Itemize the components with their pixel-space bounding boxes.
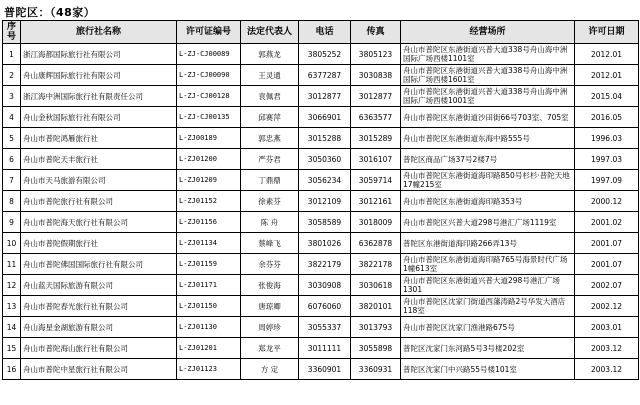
cell-date: 1996.03 (575, 128, 639, 149)
table-row (3, 170, 639, 191)
cell-name: 舟山海星金湖旅游有限公司 (21, 317, 177, 338)
cell-name: 舟山市普陀天丰旅行社 (21, 149, 177, 170)
cell-date: 2003.12 (575, 359, 639, 380)
cell-date: 2001.02 (575, 212, 639, 233)
col-header-tel: 电话 (299, 21, 351, 44)
cell-date: 2015.04 (575, 86, 639, 107)
table-row (3, 275, 639, 296)
cell-fax: 3055898 (351, 338, 401, 359)
cell-index: 11 (3, 254, 21, 275)
cell-fax: 3018009 (351, 212, 401, 233)
cell-license: L-ZJ-CJ00090 (177, 65, 241, 86)
cell-name: 舟山康辉国际旅行社有限公司 (21, 65, 177, 86)
cell-license: L-ZJ01159 (177, 254, 241, 275)
cell-license: L-ZJ01152 (177, 191, 241, 212)
cell-tel: 3066901 (299, 107, 351, 128)
cell-date: 2012.01 (575, 44, 639, 65)
cell-fax: 3016107 (351, 149, 401, 170)
cell-license: L-ZJ00189 (177, 128, 241, 149)
cell-tel: 3055337 (299, 317, 351, 338)
cell-address: 舟山市普陀区东港街道兴普大道338号舟山海中洲国际广场西楼1601室 (401, 65, 575, 86)
cell-address: 舟山市普陀区东港街道海印路850号杉杉·普陀天地17幢215室 (401, 170, 575, 191)
cell-rep: 陈 舟 (241, 212, 299, 233)
table-row (3, 44, 639, 65)
table-row (3, 65, 639, 86)
cell-address: 舟山市普陀区沈家门街道西藩涛路2号华发大酒店118室 (401, 296, 575, 317)
cell-license: L-ZJ01134 (177, 233, 241, 254)
cell-rep: 郑龙平 (241, 338, 299, 359)
cell-license: L-ZJ01201 (177, 338, 241, 359)
cell-address: 普陀区沈家门中兴路55号楼101室 (401, 359, 575, 380)
cell-index: 10 (3, 233, 21, 254)
col-header-fax: 传真 (351, 21, 401, 44)
cell-date: 2001.07 (575, 254, 639, 275)
cell-name: 舟山市普陀佛国国际旅行社有限公司 (21, 254, 177, 275)
cell-date: 1997.03 (575, 149, 639, 170)
cell-fax: 3013793 (351, 317, 401, 338)
cell-tel: 3012109 (299, 191, 351, 212)
cell-address: 舟山市普陀区东港街道海印路353号 (401, 191, 575, 212)
cell-rep: 王灵通 (241, 65, 299, 86)
cell-name: 舟山市普陀海天旅行社有限公司 (21, 212, 177, 233)
cell-address: 舟山市普陀区沈家门渔港路675号 (401, 317, 575, 338)
cell-tel: 3360901 (299, 359, 351, 380)
cell-name: 浙江海都国际旅行社有限公司 (21, 44, 177, 65)
cell-name: 舟山市普陀假期旅行社 (21, 233, 177, 254)
cell-fax: 6363577 (351, 107, 401, 128)
cell-index: 5 (3, 128, 21, 149)
cell-rep: 蔡峰飞 (241, 233, 299, 254)
cell-rep: 丁鼎鼎 (241, 170, 299, 191)
col-header-rep: 法定代表人 (241, 21, 299, 44)
section-heading: 普陀区：（48家） (4, 6, 96, 19)
cell-index: 3 (3, 86, 21, 107)
cell-index: 12 (3, 275, 21, 296)
cell-tel: 3801026 (299, 233, 351, 254)
cell-rep: 邱赛萍 (241, 107, 299, 128)
cell-name: 舟山市普陀旅行社有限公司 (21, 191, 177, 212)
cell-rep: 唐琼卿 (241, 296, 299, 317)
cell-tel: 3056234 (299, 170, 351, 191)
cell-rep: 周婷珍 (241, 317, 299, 338)
cell-index: 15 (3, 338, 21, 359)
cell-tel: 3805252 (299, 44, 351, 65)
cell-license: L-ZJ-CJ00089 (177, 44, 241, 65)
cell-address: 普陀区东港街道海印路266弄13号 (401, 233, 575, 254)
cell-tel: 6377287 (299, 65, 351, 86)
cell-date: 2003.12 (575, 338, 639, 359)
cell-date: 2002.07 (575, 275, 639, 296)
table-row (3, 149, 639, 170)
cell-fax: 3805123 (351, 44, 401, 65)
table-row (3, 107, 639, 128)
cell-date: 2002.12 (575, 296, 639, 317)
cell-address: 舟山市普陀区东港街道兴普大道338号舟山海中洲国际广场西楼1001室 (401, 86, 575, 107)
cell-fax: 3360931 (351, 359, 401, 380)
cell-rep: 郭燕龙 (241, 44, 299, 65)
col-header-index: 序号 (3, 21, 21, 44)
table-row (3, 359, 639, 380)
cell-index: 14 (3, 317, 21, 338)
col-header-address: 经营场所 (401, 21, 575, 44)
cell-index: 9 (3, 212, 21, 233)
cell-index: 8 (3, 191, 21, 212)
cell-license: L-ZJ01150 (177, 296, 241, 317)
cell-fax: 3820101 (351, 296, 401, 317)
cell-license: L-ZJ01200 (177, 149, 241, 170)
cell-rep: 严芬君 (241, 149, 299, 170)
cell-name: 舟山市普陀中星旅行社有限公司 (21, 359, 177, 380)
table-row (3, 128, 639, 149)
cell-license: L-ZJ01171 (177, 275, 241, 296)
cell-fax: 3012877 (351, 86, 401, 107)
col-header-license: 许可证编号 (177, 21, 241, 44)
cell-license: L-ZJ-CJ00135 (177, 107, 241, 128)
cell-index: 1 (3, 44, 21, 65)
cell-license: L-ZJ01130 (177, 317, 241, 338)
cell-address: 舟山市普陀区东港街道东海中路555号 (401, 128, 575, 149)
cell-date: 2003.01 (575, 317, 639, 338)
cell-index: 13 (3, 296, 21, 317)
cell-rep: 余芬芬 (241, 254, 299, 275)
cell-fax: 3030838 (351, 65, 401, 86)
table-row (3, 317, 639, 338)
cell-index: 16 (3, 359, 21, 380)
cell-rep: 徐素芬 (241, 191, 299, 212)
cell-address: 舟山市普陀区东港街道兴普大道338号舟山海中洲国际广场西楼1101室 (401, 44, 575, 65)
cell-name: 舟山市普陀海山旅行社有限公司 (21, 338, 177, 359)
cell-date: 2000.12 (575, 191, 639, 212)
cell-address: 普陀区商品广场37号2楼7号 (401, 149, 575, 170)
cell-fax: 6362878 (351, 233, 401, 254)
cell-license: L-ZJ01209 (177, 170, 241, 191)
cell-fax: 3059714 (351, 170, 401, 191)
table-row (3, 86, 639, 107)
cell-date: 2016.05 (575, 107, 639, 128)
cell-date: 1997.09 (575, 170, 639, 191)
table-row (3, 338, 639, 359)
cell-rep: 方 定 (241, 359, 299, 380)
cell-license: L-ZJ01123 (177, 359, 241, 380)
cell-tel: 3050360 (299, 149, 351, 170)
cell-name: 舟山金秋国际旅行社有限公司 (21, 107, 177, 128)
cell-address: 舟山市普陀区东港街道沙田街66号703室、705室 (401, 107, 575, 128)
cell-index: 7 (3, 170, 21, 191)
table-row (3, 191, 639, 212)
cell-license: L-ZJ-CJ00128 (177, 86, 241, 107)
cell-index: 4 (3, 107, 21, 128)
cell-fax: 3015289 (351, 128, 401, 149)
table-row (3, 296, 639, 317)
cell-index: 2 (3, 65, 21, 86)
col-header-date: 许可日期 (575, 21, 639, 44)
cell-name: 舟山市天马旅游有限公司 (21, 170, 177, 191)
agency-table (2, 20, 639, 380)
cell-license: L-ZJ01156 (177, 212, 241, 233)
cell-fax: 3030618 (351, 275, 401, 296)
cell-name: 舟山市普陀鸿雁旅行社 (21, 128, 177, 149)
cell-tel: 6076060 (299, 296, 351, 317)
cell-name: 舟山蓝天国际旅游有限公司 (21, 275, 177, 296)
table-header-row (3, 21, 639, 44)
cell-address: 舟山市普陀区东港街道兴普大道298号港汇广场1301 (401, 275, 575, 296)
cell-date: 2001.07 (575, 233, 639, 254)
cell-tel: 3822179 (299, 254, 351, 275)
table-row (3, 254, 639, 275)
table-row (3, 233, 639, 254)
cell-date: 2012.01 (575, 65, 639, 86)
cell-address: 舟山市普陀区兴普大道298号港汇广场1119室 (401, 212, 575, 233)
cell-name: 舟山市普陀春光旅行社有限公司 (21, 296, 177, 317)
cell-tel: 3012877 (299, 86, 351, 107)
cell-fax: 3822178 (351, 254, 401, 275)
cell-rep: 张俊海 (241, 275, 299, 296)
cell-tel: 3030908 (299, 275, 351, 296)
cell-tel: 3058589 (299, 212, 351, 233)
cell-address: 普陀区沈家门东河路5号3号楼202室 (401, 338, 575, 359)
cell-tel: 3011111 (299, 338, 351, 359)
cell-rep: 郭忠燕 (241, 128, 299, 149)
table-row (3, 212, 639, 233)
cell-name: 浙江海中洲国际旅行社有限责任公司 (21, 86, 177, 107)
col-header-name: 旅行社名称 (21, 21, 177, 44)
cell-rep: 袁佩君 (241, 86, 299, 107)
cell-index: 6 (3, 149, 21, 170)
cell-fax: 3012161 (351, 191, 401, 212)
cell-tel: 3015288 (299, 128, 351, 149)
cell-address: 舟山市普陀区东港街道海印路765号海景时代广场1幢613室 (401, 254, 575, 275)
